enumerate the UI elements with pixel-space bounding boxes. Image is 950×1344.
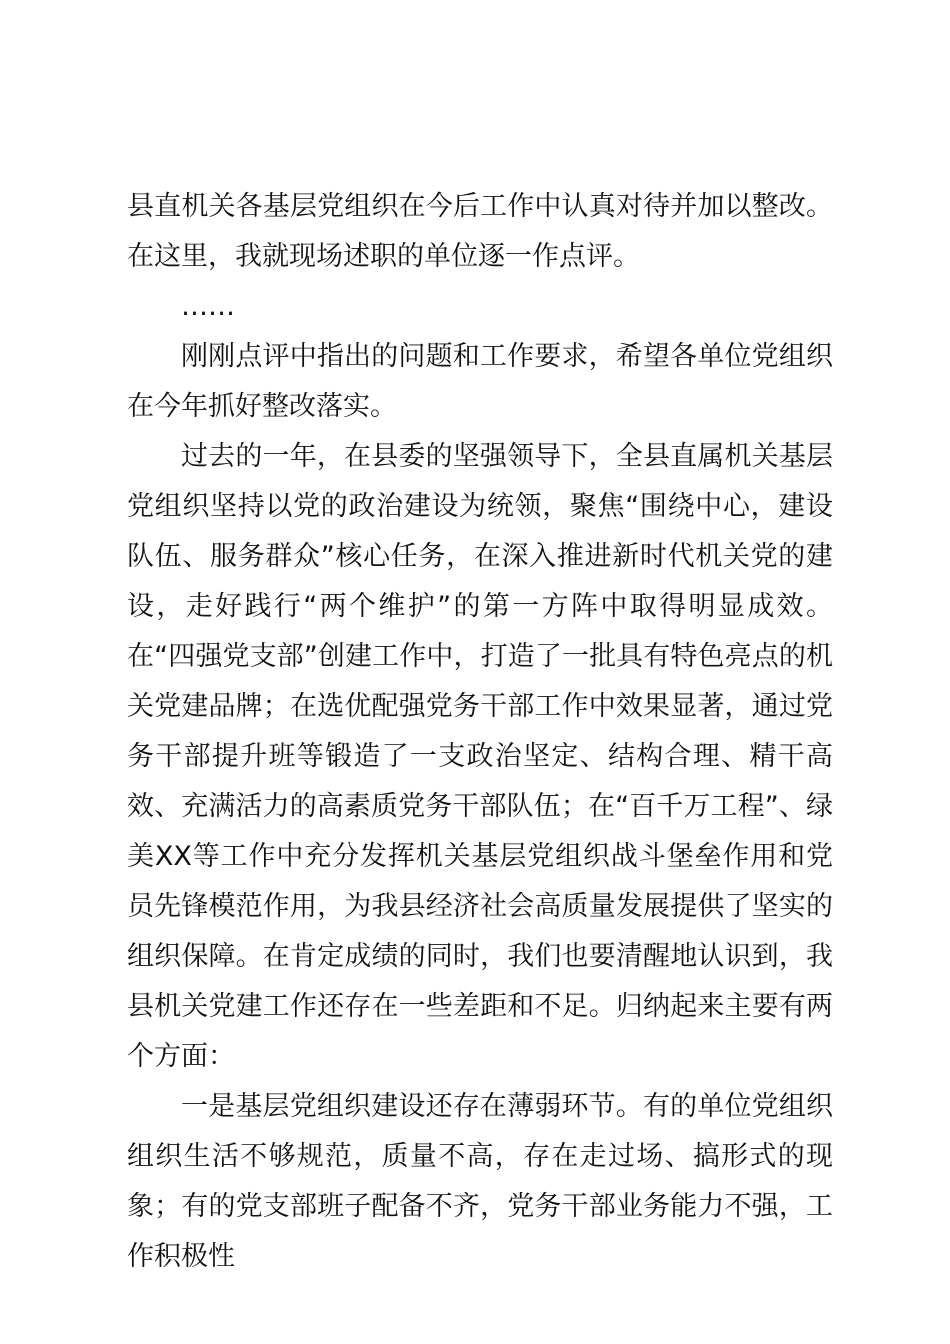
document-body xyxy=(127,182,833,1282)
paragraph-weak-links: 一是基层党组织建设还存在薄弱环节。有的单位党组织组织生活不够规范，质量不高，存在走过场、搞形式的现象；有的党支部班子配备不齐，党务干部业务能力不强，工作积极性 xyxy=(127,1091,833,1272)
paragraph-rectification: 刚刚点评中指出的问题和工作要求，希望各单位党组织在今年抓好整改落实。 xyxy=(127,341,833,422)
paragraph-past-year-review: 过去的一年，在县委的坚强领导下，全县直属机关基层党组织坚持以党的政治建设为统领，聚焦“围绕中心，建设队伍、服务群众”核心任务，在深入推进新时代机关党的建设，走好践行“两个维护”的第一方阵中取得明显成效。在“四强党支部”创建工作中，打造了一批具有特色亮点的机关党建品牌；在选优配强党务干部工作中效果显著，通过党务干部提升班等锻造了一支政治坚定、结构合理、精干高效、充满活力的高素质党务干部队伍；在“百千万工程”、绿美XX等工作中充分发挥机关基层党组织战斗堡垒作用和党员先锋模范作用，为我县经济社会高质量发展提供了坚实的组织保障。在肯定成绩的同时，我们也要清醒地认识到，我县机关党建工作还存在一些差距和不足。归纳起来主要有两个方面： xyxy=(127,441,833,1072)
paragraph-continuation: 县直机关各基层党组织在今后工作中认真对待并加以整改。在这里，我就现场述职的单位逐一作点评。 xyxy=(127,191,833,272)
paragraph-ellipsis: …… xyxy=(181,291,235,322)
